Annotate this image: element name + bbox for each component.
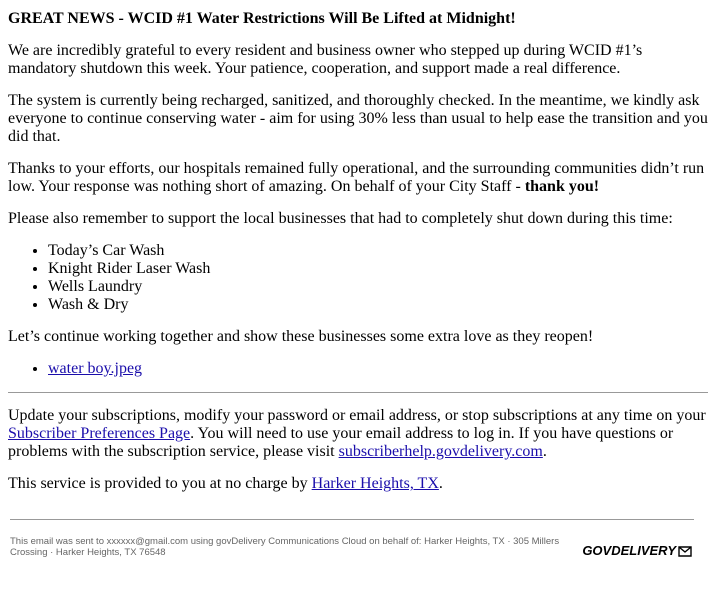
service-paragraph [8, 475, 708, 493]
harker-heights-link[interactable]: Harker Heights, TX [311, 475, 439, 492]
footer [10, 536, 694, 560]
service-text: This service is provided to you at no charge by [8, 475, 312, 492]
subscription-text-3: . [542, 443, 547, 460]
list-item: • Wash & Dry [48, 296, 708, 314]
paragraph-system-status: The system is currently being recharged, sanitized, and thoroughly checked. In the meantime, we kindly ask everyone to continue conserving water - aim for using 30% less than usual to help ease the transition and you did that. [8, 92, 708, 145]
attachment-list [8, 360, 708, 378]
paragraph-thanks [8, 160, 708, 196]
paragraph-support-businesses: Please also remember to support the local businesses that had to completely shut down during this time: [8, 210, 673, 227]
subscriber-preferences-link[interactable]: Subscriber Preferences Page [8, 425, 191, 442]
paragraph-closing: Let’s continue working together and show these businesses some extra love as they reopen! [8, 328, 594, 345]
govdelivery-logo[interactable] [582, 542, 692, 560]
footer-divider [10, 519, 694, 520]
thanks-text: Thanks to your efforts, our hospitals remained fully operational, and the surrounding communities didn’t run low. Your response was nothing short of amazing. On behalf of your City Staff - [8, 160, 705, 195]
subscription-text-1: Update your subscriptions, modify your password or email address, or stop subscriptions at any time on your [8, 407, 706, 424]
service-end: . [438, 475, 443, 492]
attachment-link[interactable]: water boy.jpeg [48, 360, 143, 377]
subscriber-help-link[interactable]: subscriberhelp.govdelivery.com [338, 443, 543, 460]
business-list [8, 242, 708, 314]
footer-wrap [10, 519, 694, 560]
footer-text: This email was sent to xxxxxx@gmail.com using govDelivery Communications Cloud on behalf of: Harker Heights, TX · 305 Millers Crossing · Harker Heights, TX 76548 [10, 536, 560, 558]
subscription-text-2: . You will need to use your email address to log in. If you have questions or problems with the subscription service, please visit [8, 425, 674, 460]
divider [8, 392, 708, 393]
list-item: • Wells Laundry [48, 278, 708, 296]
list-item: • Today’s Car Wash [48, 242, 708, 260]
paragraph-gratitude: We are incredibly grateful to every resident and business owner who stepped up during WCID #1’s mandatory shutdown this week. Your patience, cooperation, and support made a real difference. [8, 42, 643, 77]
list-item: • Knight Rider Laser Wash [48, 260, 708, 278]
envelope-icon [678, 545, 692, 557]
headline: GREAT NEWS - WCID #1 Water Restrictions Will Be Lifted at Midnight! [8, 10, 516, 27]
subscription-paragraph [8, 407, 708, 461]
govdelivery-logo-text: GOVDELIVERY [582, 543, 676, 558]
thank-you-bold: thank you! [524, 178, 600, 195]
attachment-item [48, 360, 708, 378]
